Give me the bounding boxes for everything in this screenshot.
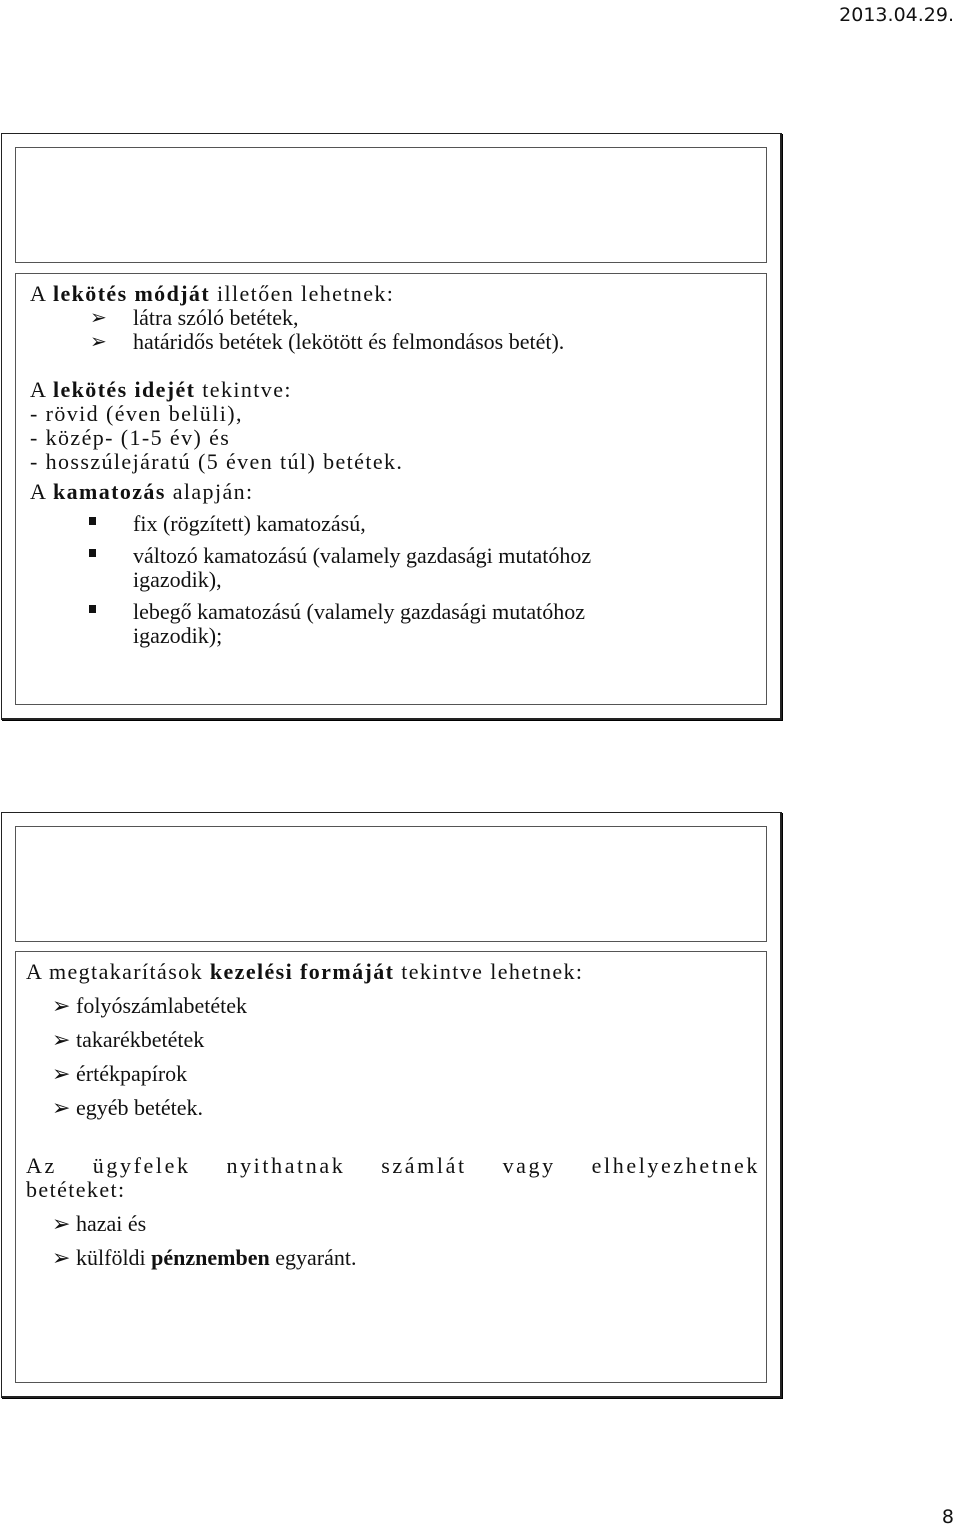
- list-item: - rövid (éven belüli),: [30, 401, 243, 426]
- arrow-bullet-icon: ➢: [52, 1211, 71, 1236]
- list-item: fix (rögzített) kamatozású,: [30, 512, 756, 536]
- list-item: ➢ hazai és: [52, 1211, 147, 1236]
- slide-2-title-box: [15, 826, 767, 942]
- lekotes-modja-heading: A lekötés módját illetően lehetnek:: [30, 281, 395, 306]
- list-item: változó kamatozású (valamely gazdasági mutatóhoz: [30, 544, 756, 568]
- list-item: - hosszúlejáratú (5 éven túl) betétek.: [30, 449, 404, 474]
- page-number: 8: [941, 1506, 954, 1528]
- list-item: lebegő kamatozású (valamely gazdasági mutatóhoz: [30, 600, 756, 624]
- square-bullet-icon: [89, 605, 96, 613]
- list-item-continuation: igazodik),: [133, 567, 222, 592]
- list-item: ➢ takarékbetétek: [52, 1027, 205, 1052]
- arrow-bullet-icon: ➢: [52, 1027, 71, 1052]
- arrow-bullet-icon: ➢: [52, 1095, 71, 1120]
- arrow-bullet-icon: ➢: [52, 1245, 71, 1270]
- kamatozas-heading: A kamatozás alapján:: [30, 479, 254, 504]
- list-item: ➢ értékpapírok: [52, 1061, 188, 1086]
- list-item: ➢ külföldi pénznemben egyaránt.: [52, 1245, 357, 1270]
- slide-1-body-box: [15, 273, 767, 705]
- header-date: 2013.04.29.: [839, 4, 954, 26]
- slide-1-title-box: [15, 147, 767, 263]
- list-item: ➢ látra szóló betétek,: [90, 305, 299, 330]
- list-item: ➢ folyószámlabetétek: [52, 993, 248, 1018]
- slide-1: [1, 133, 782, 720]
- list-item: - közép- (1-5 év) és: [30, 425, 231, 450]
- arrow-bullet-icon: ➢: [90, 307, 107, 329]
- slide-2: [1, 812, 782, 1398]
- kezelesi-forma-heading: A megtakarítások kezelési formáját tekintve lehetnek:: [26, 959, 584, 984]
- square-bullet-icon: [89, 549, 96, 557]
- arrow-bullet-icon: ➢: [90, 331, 107, 353]
- ugyfelek-paragraph-line2: betéteket:: [26, 1177, 126, 1202]
- slide-1-text: [30, 282, 756, 648]
- slide-2-body-box: [15, 951, 767, 1383]
- ugyfelek-paragraph-line1: Az ügyfelek nyithatnak számlát vagy elhelyezhetnek: [26, 1153, 760, 1178]
- square-bullet-icon: [89, 517, 96, 525]
- slide-2-text: [26, 959, 760, 1270]
- list-item: ➢ határidős betétek (lekötött és felmondásos betét).: [90, 329, 565, 354]
- arrow-bullet-icon: ➢: [52, 1061, 71, 1086]
- lekotes-ideje-heading: A lekötés idejét tekintve:: [30, 377, 292, 402]
- arrow-bullet-icon: ➢: [52, 993, 71, 1018]
- list-item-continuation: igazodik);: [133, 623, 223, 648]
- list-item: ➢ egyéb betétek.: [52, 1095, 204, 1120]
